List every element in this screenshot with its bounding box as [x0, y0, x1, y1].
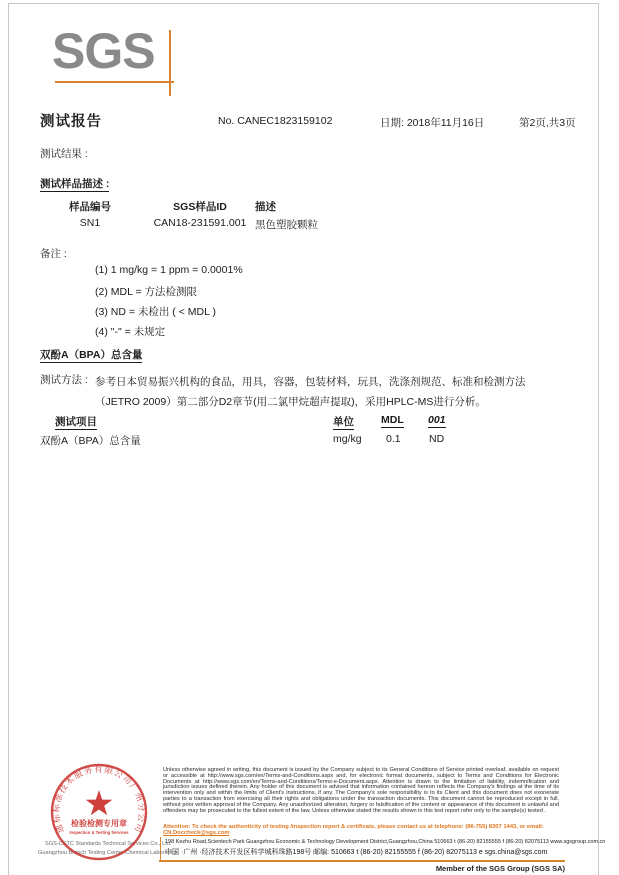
company-name-line: SGS-CSTC Standards Technical Services Co., Ltd.: [45, 841, 172, 847]
result-col-item: [55, 414, 97, 429]
stamp-seal-subtitle: Inspection & Testing Services: [69, 830, 129, 835]
result-col-sample-id: [428, 414, 446, 426]
result-col-sample-id-text: 001: [428, 414, 446, 426]
result-col-unit: [333, 414, 354, 429]
address-line-cn: 中国 ·广州 ·经济技术开发区科学城科珠路198号 邮编: 510663 t (86-20) 82155555 f (86-20) 82075113 e sgs.china@sgs.com: [165, 849, 548, 856]
page-indicator: 第2页,共3页: [519, 117, 576, 129]
note-item: (2) MDL = 方法检测限: [95, 286, 197, 298]
sample-description-label: [40, 176, 109, 191]
method-label: 测试方法 :: [40, 374, 88, 386]
result-col-item-text: 测试项目: [55, 416, 97, 428]
legal-disclaimer: Unless otherwise agreed in writing, this document is issued by the Company subject to its General Conditions of Service printed overleaf, available on request or accessible at http://www.sgs.com/en/Terms-and-Conditions.aspx and, for electronic format documents, subject to Terms and Conditions for Electronic Documents at http://www.sgs.com/en/Terms-and-Conditions/Terms-e-Document.aspx. Attention is drawn to the limitation of liability, indemnification and jurisdiction issues defined therein. Any holder of this document is advised that information contained hereon reflects the Company's findings at the time of its intervention only and within the limits of Client's instructions, if any. The Company's sole responsibility is to its Client and this document does not exonerate parties to a transaction from exercising all their rights and obligations under the transaction documents. This document cannot be reproduced except in full, without prior written approval of the Company. Any unauthorized alteration, forgery or falsification of the content or appearance of this document is unlawful and offenders may be prosecuted to the fullest extent of the law. Unless otherwise stated the results shown in this test report refer only to the sample(s) tested .: [163, 767, 559, 814]
bpa-section-title: [40, 347, 142, 362]
result-row-value: ND: [429, 433, 445, 445]
attention-notice: [163, 824, 559, 837]
sample-row-desc: 黑色塑胶颗粒: [255, 219, 318, 231]
method-text: 参考日本贸易振兴机构的食品，用具，容器，包装材料，玩具，洗涤剂规范、标准和检测方法（JETRO 2009）第二部分D2章节(用二氯甲烷超声提取)，采用HPLC-MS进行分析。: [95, 376, 526, 408]
star-icon: [86, 790, 113, 815]
result-row-item: 双酚A（BPA）总含量: [40, 435, 141, 447]
company-lab-line: Guangzhou Branch Testing Center Chemical Laboratory: [38, 850, 177, 856]
inspection-stamp: [49, 762, 149, 862]
member-text: Member of the SGS Group (SGS SA): [435, 864, 565, 873]
page-title: 测试报告: [40, 114, 102, 130]
result-col-mdl: [381, 414, 404, 426]
stamp-ring-text: 通标标准技术服务有限公司广州分公司: [50, 763, 148, 835]
result-row-unit: mg/kg: [333, 433, 362, 445]
sample-col-sample-no: 样品编号: [69, 201, 111, 213]
report-number: No. CANEC1823159102: [218, 115, 333, 127]
footer-horizontal-rule: [159, 860, 565, 862]
report-date: 日期: 2018年11月16日: [380, 117, 485, 129]
note-item: (4) "-" = 未规定: [95, 326, 166, 338]
doccheck-email-link[interactable]: CN.Doccheck@sgs.com: [163, 830, 230, 837]
result-row-mdl: 0.1: [386, 433, 401, 445]
address-line-en: 198 Kezhu Road,Scientech Park Guangzhou Economic & Technology Development District,Guangzhou,China 510663 t (86-20) 82155555 f (86-20) 82075113 www.sgsgroup.com.cn: [165, 839, 606, 845]
sample-col-desc: 描述: [255, 201, 276, 213]
result-col-unit-text: 单位: [333, 416, 354, 428]
logo-horizontal-rule: [55, 81, 174, 83]
notes-label: 备注 :: [40, 248, 67, 260]
sample-description-label-text: 测试样品描述 :: [40, 178, 110, 190]
sgs-logo: SGS: [52, 23, 155, 79]
stamp-seal-title: 检验检测专用章: [71, 819, 127, 828]
sample-row-sample-no: SN1: [79, 217, 101, 229]
sample-row-sgs-id: CAN18-231591.001: [153, 217, 247, 229]
result-col-mdl-text: MDL: [381, 414, 404, 426]
note-item: (1) 1 mg/kg = 1 ppm = 0.0001%: [95, 264, 243, 276]
bpa-section-title-text: 双酚A（BPA）总含量: [40, 349, 143, 361]
sample-col-sgs-id: SGS样品ID: [173, 201, 227, 213]
note-item: (3) ND = 未检出 ( < MDL ): [95, 306, 216, 318]
attention-text: Attention: To check the authenticity of testing /inspection report & certificate, please contact us at telephone: (86-755) 8307 1443, or email:: [163, 824, 544, 830]
test-result-label: 测试结果 :: [40, 148, 88, 160]
logo-vertical-rule: [169, 30, 171, 96]
